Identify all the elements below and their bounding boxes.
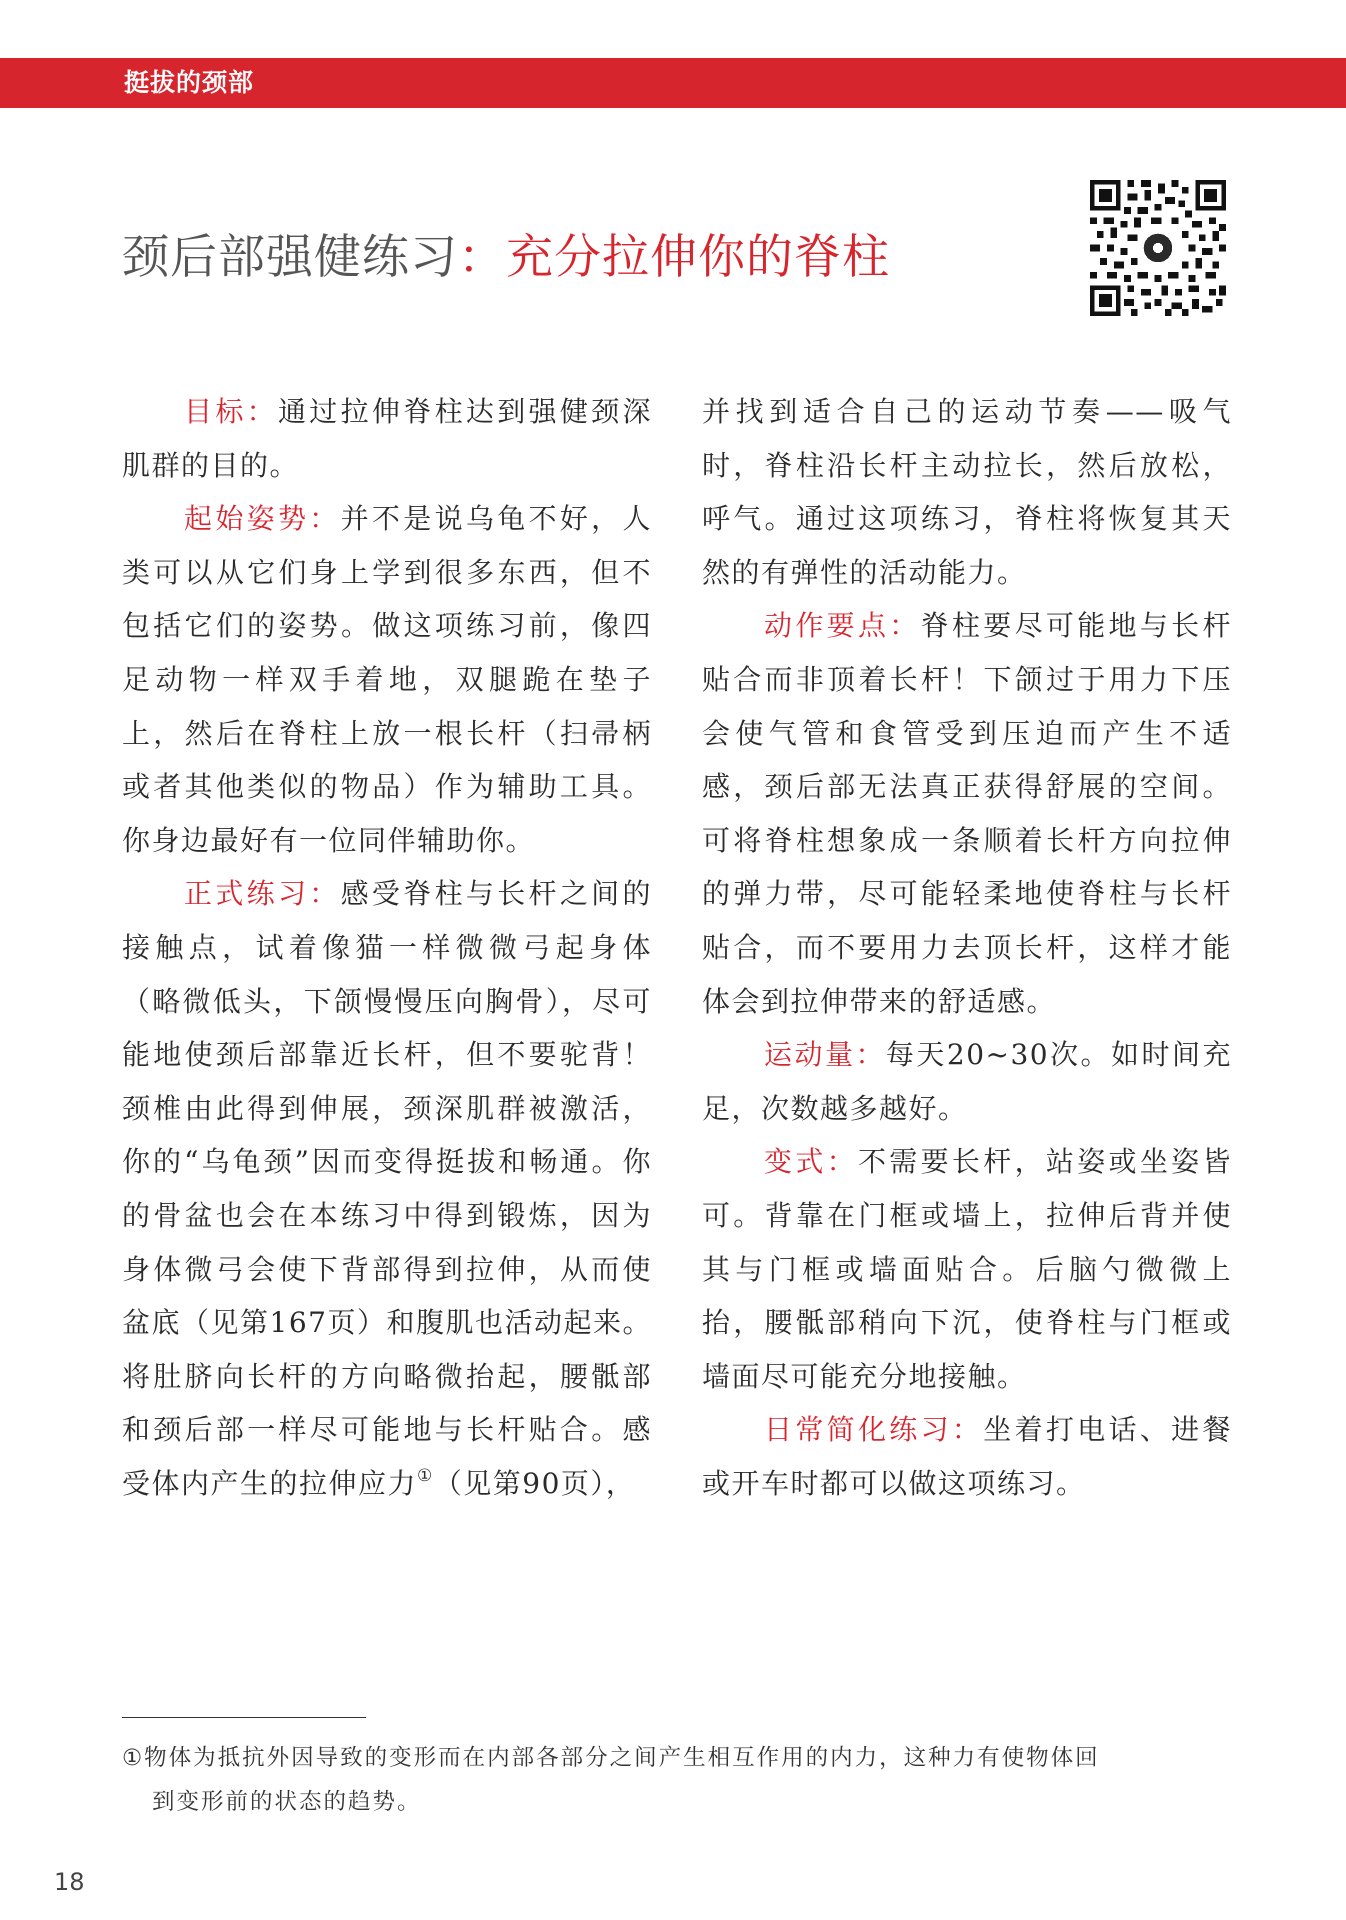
exercise-volume-label: 运动量： <box>764 1038 886 1072</box>
start-position-text: 并不是说乌龟不好，人类可以从它们身上学到很多东西，但不包括它们的姿势。做这项练习前，像四足动物一样双手着地，双腿跪在垫子上，然后在脊柱上放一根长杆（扫帚柄或者其他类似的物品）作为辅助工具。你身边最好有一位同伴辅助你。 <box>122 502 652 857</box>
title-part-1: 颈后部强健练习 <box>122 230 458 285</box>
start-position-label: 起始姿势： <box>184 502 341 536</box>
footnote-reference-mark: ① <box>417 1465 434 1486</box>
section-label: 挺拔的颈部 <box>124 68 255 97</box>
title-part-2: 充分拉伸你的脊柱 <box>506 230 890 285</box>
footnote <box>122 1736 1226 1824</box>
exercise-volume-text: 每天20~30次。如时间充足，次数越多越好。 <box>702 1038 1232 1125</box>
key-points-label: 动作要点： <box>764 609 921 643</box>
daily-practice-label: 日常简化练习： <box>764 1413 984 1447</box>
footnote-text-1: 物体为抵抗外因导致的变形而在内部各部分之间产生相互作用的内力，这种力有使物体回 <box>144 1745 1100 1771</box>
daily-practice-text: 坐着打电话、进餐或开车时都可以做这项练习。 <box>702 1413 1232 1500</box>
page-title <box>122 228 890 288</box>
goal-text: 通过拉伸脊柱达到强健颈深肌群的目的。 <box>122 395 652 482</box>
footnote-line-2 <box>122 1780 1226 1824</box>
goal-label: 目标： <box>184 395 278 428</box>
footnote-text-2: 到变形前的状态的趋势。 <box>152 1789 422 1815</box>
key-points-text: 脊柱要尽可能地与长杆贴合而非顶着长杆！下颌过于用力下压会使气管和食管受到压迫而产生不适感，颈后部无法真正获得舒展的空间。可将脊柱想象成一条顺着长杆方向拉伸的弹力带，尽可能轻柔地使脊柱与长杆贴合，而不要用力去顶长杆，这样才能体会到拉伸带来的舒适感。 <box>702 609 1232 1018</box>
section-header-bar <box>0 58 1346 108</box>
footnote-divider <box>122 1717 366 1718</box>
paragraph-goal <box>122 385 652 492</box>
formal-practice-continuation: 并找到适合自己的运动节奏——吸气时，脊柱沿长杆主动拉长，然后放松，呼气。通过这项练习，脊柱将恢复其天然的有弹性的活动能力。 <box>702 395 1232 589</box>
paragraph-formal-practice <box>122 867 652 1510</box>
paragraph-daily-practice <box>702 1403 1232 1510</box>
variation-text: 不需要长杆，站姿或坐姿皆可。背靠在门框或墙上，拉伸后背并使其与门框或墙面贴合。后脑勺微微上抬，腰骶部稍向下沉，使脊柱与门框或墙面尽可能充分地接触。 <box>702 1145 1232 1393</box>
paragraph-variation <box>702 1135 1232 1403</box>
formal-practice-label: 正式练习： <box>184 877 341 911</box>
formal-practice-text-tail: （见第90页）， <box>433 1466 636 1500</box>
footnote-line-1 <box>122 1736 1226 1780</box>
text-column-left <box>122 385 652 1510</box>
paragraph-formal-practice-continued <box>702 385 1232 599</box>
title-colon: ： <box>458 230 506 285</box>
qr-code-icon <box>1090 180 1226 316</box>
text-column-right <box>702 385 1232 1510</box>
variation-label: 变式： <box>764 1145 858 1179</box>
paragraph-exercise-volume <box>702 1028 1232 1135</box>
formal-practice-text: 感受脊柱与长杆之间的接触点，试着像猫一样微微弓起身体（略微低头，下颌慢慢压向胸骨），尽可能地使颈后部靠近长杆，但不要驼背！颈椎由此得到伸展，颈深肌群被激活，你的“乌龟颈”因而变得挺拔和畅通。你的骨盆也会在本练习中得到锻炼，因为身体微弓会使下背部得到拉伸，从而使盆底（见第167页）和腹肌也活动起来。将肚脐向长杆的方向略微抬起，腰骶部和颈后部一样尽可能地与长杆贴合。感受体内产生的拉伸应力 <box>122 877 652 1500</box>
paragraph-key-points <box>702 599 1232 1028</box>
page-number: 18 <box>54 1868 85 1896</box>
paragraph-start-position <box>122 492 652 867</box>
footnote-mark: ① <box>122 1745 145 1771</box>
